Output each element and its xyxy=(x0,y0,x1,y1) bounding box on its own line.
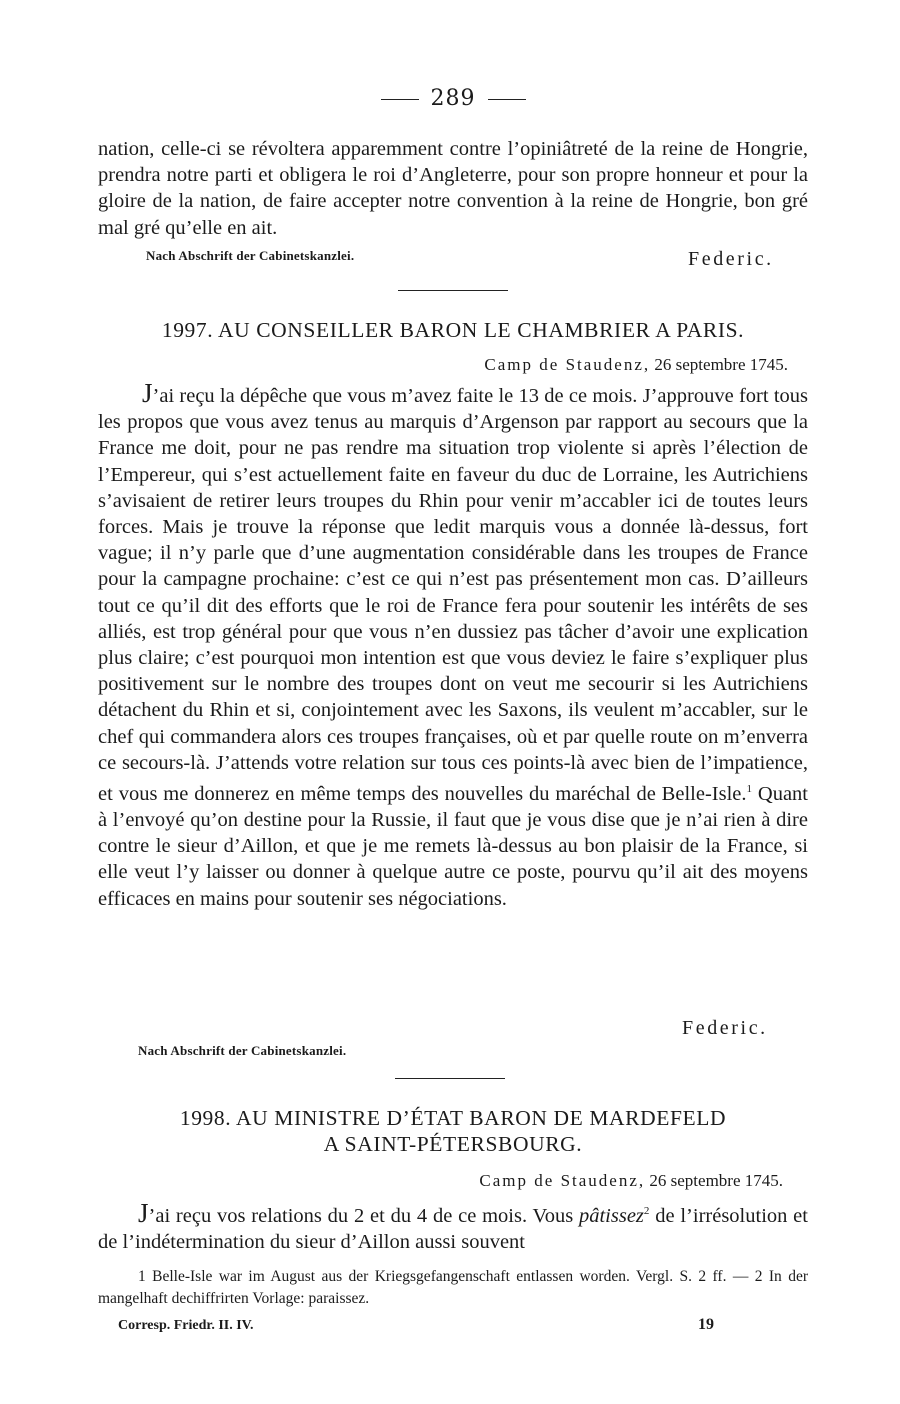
letter-heading-line2: A SAINT-PÉTERSBOURG. xyxy=(323,1132,583,1156)
drop-cap: J xyxy=(142,378,153,408)
separator-rule xyxy=(395,1078,505,1079)
page-number: 289 xyxy=(430,86,476,111)
footnote-marker: 1 xyxy=(746,783,752,796)
italic-word: pâtissez xyxy=(578,1204,644,1227)
date-place: Camp de Staudenz, xyxy=(479,1171,646,1190)
footer-signature-number: 19 xyxy=(698,1316,714,1333)
letter-body xyxy=(98,380,808,912)
letter-text-continued: de l’irrésolution et de l’indétermination du sieur d’Aillon aussi souvent xyxy=(98,1204,808,1254)
running-head-rule-right xyxy=(488,99,526,100)
signature: Federic. xyxy=(688,248,774,270)
source-note: Nach Abschrift der Cabinetskanzlei. xyxy=(146,248,355,263)
letter-heading: 1997. AU CONSEILLER BARON LE CHAMBRIER A PARIS. xyxy=(161,318,745,342)
letter-heading: 1998. AU MINISTRE D’ÉTAT BARON DE MARDEFELD xyxy=(179,1106,727,1130)
source-note: Nach Abschrift der Cabinetskanzlei. xyxy=(138,1043,347,1058)
signature: Federic. xyxy=(682,1017,768,1039)
continuation-paragraph: nation, celle-ci se révoltera apparemment contre l’opiniâtreté de la reine de Hongrie, prendra notre parti et obligera le roi d’Angleterre, pour son propre honneur et pour la gloire de la nation, de faire accepter notre convention à la reine de Hongrie, bon gré mal gré qu’elle en ait. xyxy=(98,138,808,239)
drop-cap: J xyxy=(138,1197,149,1228)
letter-text: ’ai reçu la dépêche que vous m’avez faite le 13 de ce mois. J’approuve fort tous les propos que vous avez tenus au marquis d’Argenson par rapport au secours que la France me doit, pour ne pas rendre ma situation trop violente si après l’élection de l’Empereur, qui s’est actuellement faite en faveur du duc de Lorraine, les Autrichiens s’avisaient de retirer leurs troupes du Rhin pour venir m’accabler ici de toutes leurs forces. Mais je trouve la réponse que ledit marquis vous a donnée là-dessus, fort vague; il n’y parle que d’une augmentation considérable dans les troupes de France pour la campagne prochaine: c’est ce qui n’est pas présentement mon cas. D’ailleurs tout ce qu’il dit des efforts que le roi de France fera pour soutenir les intérêts de ses alliés, est trop général pour que vous n’en dussiez pas tâcher d’avoir une explication plus claire; c’est pourquoi mon intention est que vous deviez le faire s’expliquer plus positivement sur le nombre des troupes dont on veut me secourir si les Autrichiens détachent du Rhin et si, conjointement avec les Saxons, ils veulent m’accabler, sur le chef qui commandera alors ces troupes françaises, où et par quelle route on m’enverra ce secours-là. J’attends votre relation sur tous ces points-là avec bien de l’impatience, et vous me donnerez en même temps des nouvelles du maréchal de Belle-Isle. xyxy=(98,385,808,805)
dateline xyxy=(98,1171,783,1191)
date: 26 septembre 1745. xyxy=(649,1171,783,1190)
letter-text-continued: Quant à l’envoyé qu’on destine pour la Russie, il faut que je vous dise que je n’ai rien à dire contre le sieur d’Aillon, et que je me remets là-dessus au bon plaisir de la France, si elle veut l’y laisser ou donner à quelque autre ce poste, pourvu qu’il ait des moyens efficaces en mains pour soutenir ses négociations. xyxy=(98,782,808,910)
running-head-rule-left xyxy=(381,99,419,100)
running-head xyxy=(98,86,808,111)
letter-text: ’ai reçu vos relations du 2 et du 4 de ce mois. Vous xyxy=(148,1204,579,1227)
separator-rule xyxy=(398,290,508,291)
date: 26 septembre 1745. xyxy=(654,355,788,374)
dateline xyxy=(98,355,788,375)
footer-left: Corresp. Friedr. II. IV. xyxy=(118,1318,254,1333)
footnotes: 1 Belle-Isle war im August aus der Kriegsgefangenschaft entlassen worden. Vergl. S. 2 ff. — 2 In der mangelhaft dechiffrirten Vorlage: paraissez. xyxy=(98,1268,808,1307)
footnote-marker: 2 xyxy=(643,1205,650,1217)
letter-body xyxy=(98,1198,808,1255)
date-place: Camp de Staudenz, xyxy=(484,355,651,374)
